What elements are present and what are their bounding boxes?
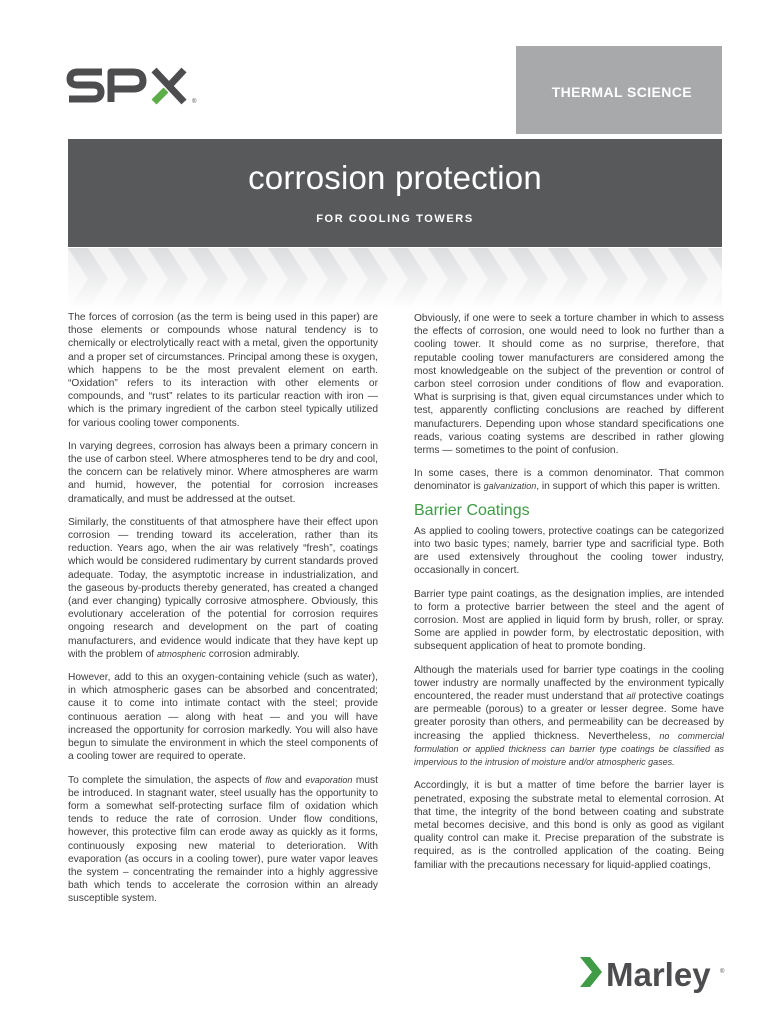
emphasis-text: evaporation <box>305 774 353 785</box>
text-run: protective coatings are permeable (porous) to a greater or lesser degree. Some have greater porosity than others, and permeability can be decreased by increasing the applied thickness. Nevertheless, <box>414 691 724 742</box>
section-heading: Barrier Coatings <box>414 501 530 519</box>
paragraph <box>414 664 724 770</box>
paragraph <box>68 516 378 661</box>
division-label: THERMAL SCIENCE <box>551 84 692 100</box>
text-run: , in support of which this paper is written. <box>536 481 721 493</box>
text-run: corrosion admirably. <box>208 648 300 660</box>
svg-text:®: ® <box>720 969 725 975</box>
spx-logo <box>66 62 201 108</box>
text-run: In some cases, there is a common denominator. That common denominator is <box>414 468 724 493</box>
paragraph: In varying degrees, corrosion has always been a primary concern in the use of carbon steel. Where atmospheres tend to be dry and cool, the concern can be relatively minor. Where atmospheres are warm and humid, however, the potential for corrosion increases dramatically, and must be addressed at the outset. <box>68 440 378 505</box>
paragraph: However, add to this an oxygen-containing vehicle (such as water), in which atmospheric gases can be absorbed and concentrated; cause it to come into intimate contact with the steel; provide continuous aeration — along with heat — and you will have increased the opportunity for corrosion markedly. You will also have begun to simulate the environment in which the steel components of a cooling tower are required to operate. <box>68 672 378 763</box>
division-box <box>516 46 722 134</box>
svg-text:®: ® <box>192 99 197 105</box>
marley-wordmark: Marley <box>606 956 711 993</box>
paragraph: Obviously, if one were to seek a torture chamber in which to assess the effects of corrosion, one would need to look no further than a cooling tower. It should come as no surprise, therefore, that reputable cooling tower manufacturers are considered among the most knowledgeable on the subject of the prevention or control of carbon steel corrosion under conditions of flow and evaporation. What is surprising is that, given equal circumstances under which to test, apparently conflicting conclusions are reached by different manufacturers. Depending upon whose standard specifications one reads, various coating systems are described in rather glowing terms — sometimes to the point of confusion. <box>414 313 724 457</box>
emphasis-text: flow <box>265 774 282 785</box>
emphasis-text: all <box>626 691 636 702</box>
text-run: Similarly, the constituents of that atmosphere have their effect upon corrosion — trending toward its acceleration, rather than its reduction. Years ago, when the air was relatively “fresh”, coatings which would be considered rudimentary by current standards proved adequate. Today, the asymptotic increase in industrialization, and the gaseous by-products thereby generated, has created a changed (and ever changing) typically corrosive atmosphere. Obviously, this evolutionary acceleration of the potential for corrosion requires ongoing research and development on the part of coating manufacturers, and evidence would indicate that they have kept up with the problem of <box>68 516 378 660</box>
paragraph: Barrier type paint coatings, as the designation implies, are intended to form a protective barrier between the steel and the agent of corrosion. Most are applied in liquid form by brush, roller, or spray. Some are applied in powder form, by electrostatic deposition, with subsequent application of heat to promote bonding. <box>414 588 724 653</box>
right-column <box>414 312 724 882</box>
paragraph: The forces of corrosion (as the term is being used in this paper) are those elements or compounds whose natural tendency is to chemically or electrolytically react with a metal, given the opportunity and a proper set of circumstances. Principal among these is oxygen, which happens to be the most prevalent element on earth. “Oxidation” refers to its interaction with other elements or compounds, and “rust” relates to its particular reaction with iron — which is the primary ingredient of the carbon steel typically utilized for various cooling tower components. <box>68 312 378 429</box>
emphasis-text: galvanization <box>483 481 537 492</box>
paragraph: Accordingly, it is but a matter of time before the barrier layer is penetrated, exposing the substrate metal to elemental corrosion. At that time, the integrity of the bond between coating and substrate metal becomes decisive, and this bond is only as good as vigilant quality control can make it. Precise preparation of the substrate is required, as is the controlled application of the coating. Being familiar with the precautions necessary for liquid-applied coatings, <box>414 780 724 871</box>
paragraph: As applied to cooling towers, protective coatings can be categorized into two basic types; namely, barrier type and sacrificial type. Both are used extensively throughout the cooling tower industry, occasionally in concert. <box>414 525 724 577</box>
text-run: and <box>284 774 302 786</box>
title-band <box>68 139 722 247</box>
text-run: Although the materials used for barrier type coatings in the cooling tower industry are normally unaffected by the environment typically encountered, the reader must understand that <box>414 664 724 703</box>
emphasis-text: atmospheric <box>156 648 206 659</box>
emphasis-text: no commercial formulation or applied thickness can barrier type coatings be classified as impervious to the intrusion of moisture and/or atmospheric gases. <box>414 730 724 768</box>
page-subtitle: FOR COOLING TOWERS <box>316 213 474 225</box>
paragraph <box>68 774 378 906</box>
marley-logo <box>578 951 728 995</box>
paragraph <box>414 467 724 493</box>
page-title: corrosion protection <box>248 159 542 196</box>
text-run: must be introduced. In stagnant water, steel usually has the opportunity to form a somewhat self-protecting surface film of oxidation which tends to reduce the rate of corrosion. Under flow conditions, however, this protective film can erode away as quickly as it forms, continuously exposing new material to deterioration. With evaporation (as occurs in a cooling tower), pure water vapor leaves the system – concentrating the remainder into a highly aggressive bath which tends to accelerate the corrosion within an already susceptible system. <box>68 774 378 905</box>
chevron-right-icon <box>580 957 602 987</box>
decorative-pattern <box>68 248 722 310</box>
left-column <box>68 311 378 916</box>
text-run: To complete the simulation, the aspects of <box>68 774 262 786</box>
